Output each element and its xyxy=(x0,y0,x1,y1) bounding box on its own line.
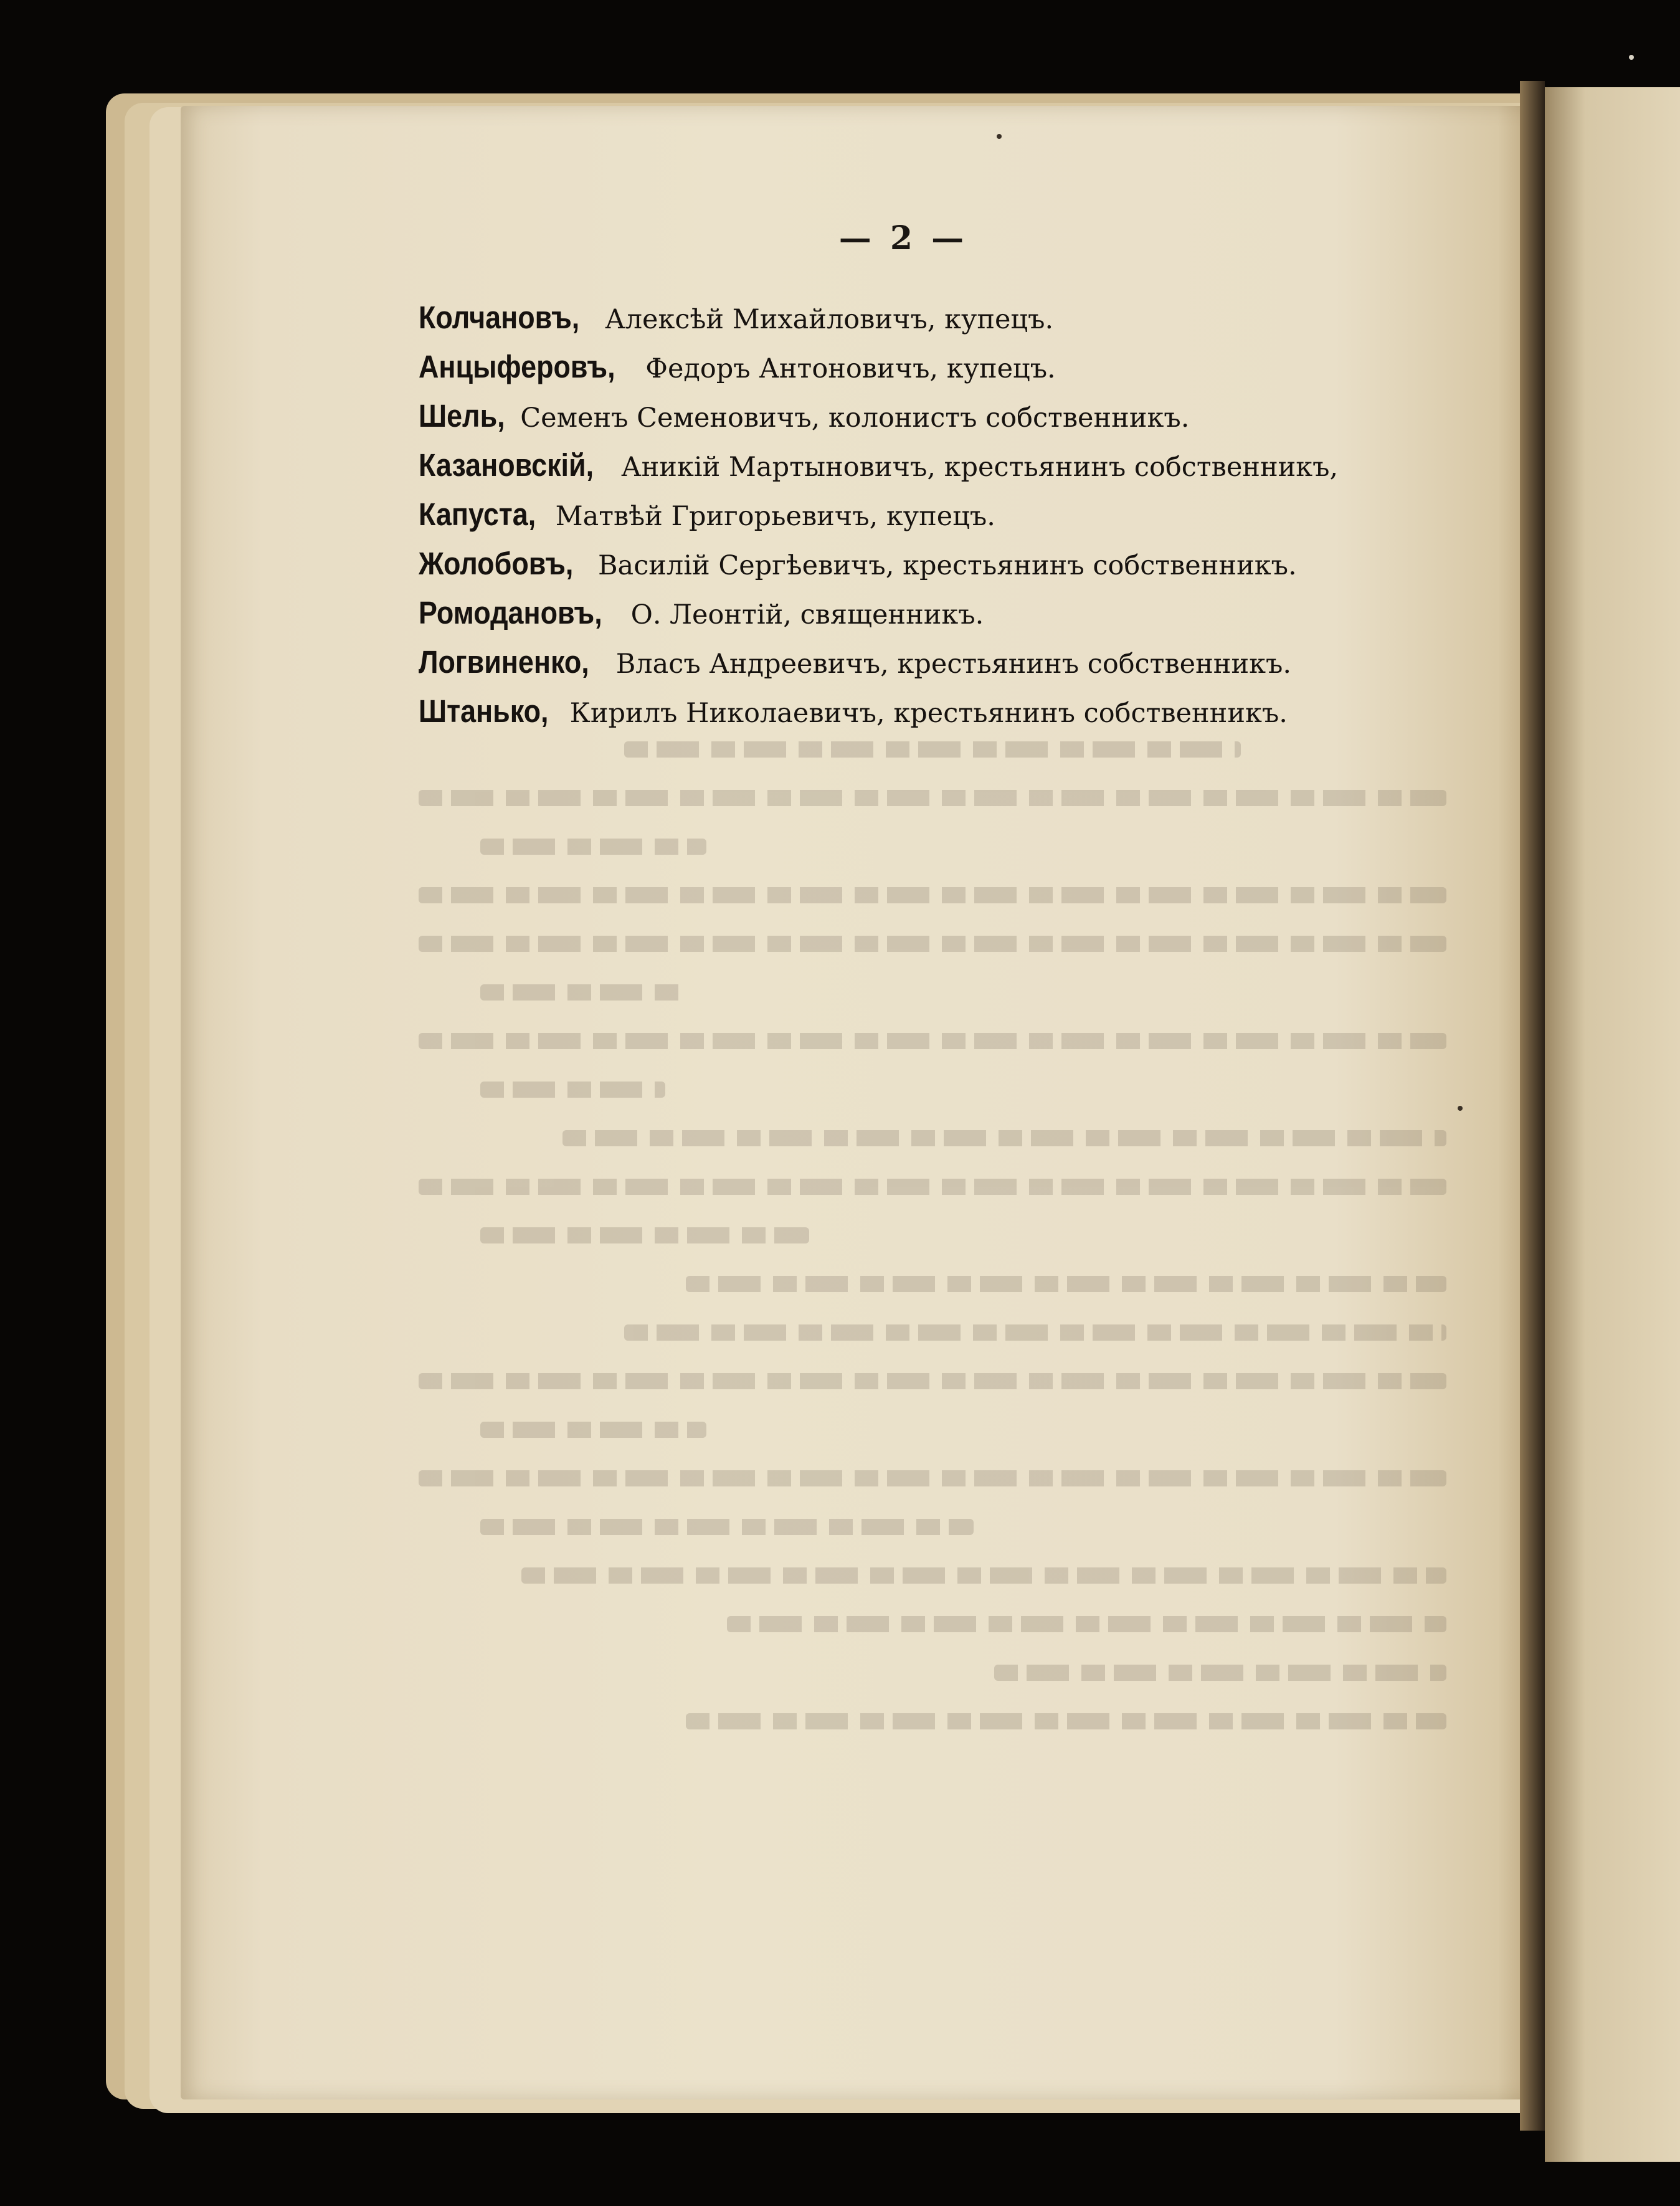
surname: Шель, xyxy=(419,398,505,434)
facing-page-edge xyxy=(1545,87,1680,2162)
surname: Анцыферовъ, xyxy=(419,349,615,384)
entry-details: Алексѣй Михайловичъ, купецъ. xyxy=(605,304,1054,335)
surname: Логвиненко, xyxy=(419,644,589,680)
surname: Колчановъ, xyxy=(419,300,580,335)
entry-details: О. Леонтій, священникъ. xyxy=(630,599,984,630)
list-item xyxy=(419,637,1428,687)
entry-details: Семенъ Семеновичъ, колонистъ собственникъ. xyxy=(520,402,1190,434)
book-gutter xyxy=(1520,81,1545,2131)
entry-details: Матвѣй Григорьевичъ, купецъ. xyxy=(555,501,995,532)
bleed-through-text xyxy=(419,741,1446,1832)
list-item xyxy=(419,687,1428,736)
surname: Ромодановъ, xyxy=(419,595,602,630)
entry-details: Власъ Андреевичъ, крестьянинъ собственникъ. xyxy=(615,649,1292,680)
paper-speck xyxy=(997,134,1002,139)
entry-details: Аникій Мартыновичъ, крестьянинъ собственникъ, xyxy=(621,452,1339,483)
name-list xyxy=(419,293,1428,736)
surname: Жолобовъ, xyxy=(419,546,574,581)
paper-speck xyxy=(1458,1106,1463,1111)
list-item xyxy=(419,293,1428,342)
dust-speck xyxy=(1629,55,1634,60)
entry-details: Федоръ Антоновичъ, купецъ. xyxy=(645,353,1056,384)
entry-details: Василій Сергѣевичъ, крестьянинъ собственникъ. xyxy=(597,550,1297,581)
list-item xyxy=(419,588,1428,637)
surname: Штанько, xyxy=(419,693,549,729)
page-number: — 2 — xyxy=(838,219,968,257)
entry-details: Кирилъ Николаевичъ, крестьянинъ собственникъ. xyxy=(569,698,1288,729)
surname: Казановскій, xyxy=(419,447,594,483)
surname: Капуста, xyxy=(419,497,536,532)
list-item xyxy=(419,440,1428,490)
list-item xyxy=(419,342,1428,391)
list-item xyxy=(419,539,1428,588)
list-item xyxy=(419,490,1428,539)
list-item xyxy=(419,391,1428,440)
